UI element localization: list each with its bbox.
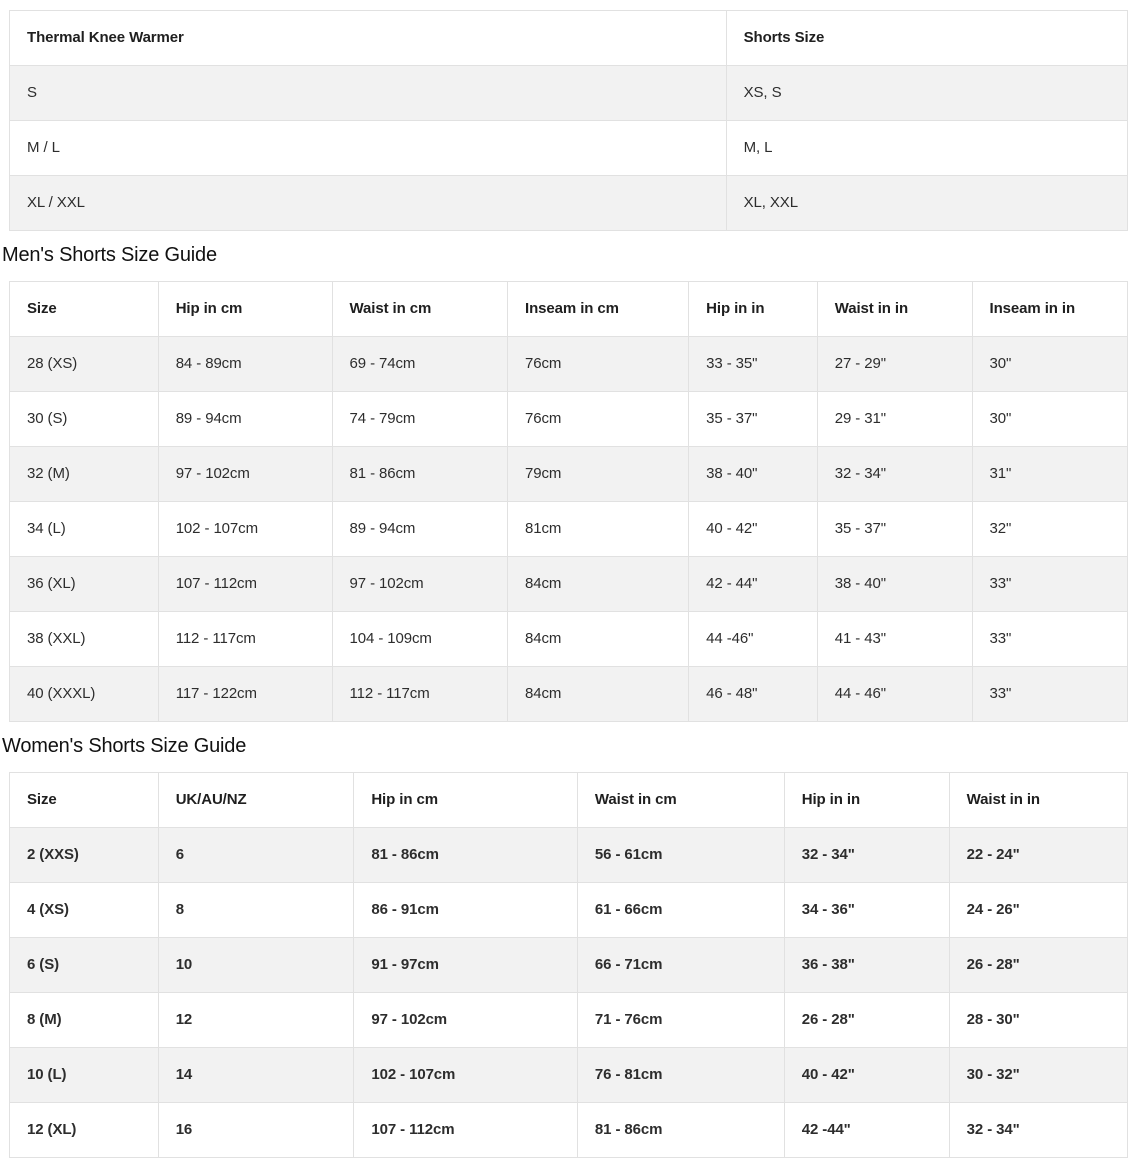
- table-cell: 33": [972, 557, 1127, 612]
- table-cell: 30": [972, 337, 1127, 392]
- column-header: Waist in in: [949, 773, 1127, 828]
- header-row: [10, 282, 1128, 337]
- column-header: Shorts Size: [726, 11, 1127, 66]
- table-cell: 38 - 40": [689, 447, 818, 502]
- header-row: [10, 773, 1128, 828]
- column-header: Thermal Knee Warmer: [10, 11, 727, 66]
- table-cell: 102 - 107cm: [158, 502, 332, 557]
- table-cell: 40 - 42": [784, 1048, 949, 1103]
- table-cell: 44 - 46": [817, 667, 972, 722]
- knee-warmer-table: [9, 10, 1128, 231]
- table-cell: 32 - 34": [784, 828, 949, 883]
- table-cell: 81 - 86cm: [354, 828, 578, 883]
- table-cell: 79cm: [508, 447, 689, 502]
- table-cell: 76cm: [508, 337, 689, 392]
- womens-size-table: [9, 772, 1128, 1158]
- table-cell: 102 - 107cm: [354, 1048, 578, 1103]
- column-header: Inseam in in: [972, 282, 1127, 337]
- column-header: Waist in in: [817, 282, 972, 337]
- column-header: Hip in in: [689, 282, 818, 337]
- table-row: [10, 1103, 1128, 1158]
- table-cell: 30 (S): [10, 392, 159, 447]
- table-cell: 34 - 36": [784, 883, 949, 938]
- table-row: [10, 938, 1128, 993]
- table-cell: 2 (XXS): [10, 828, 159, 883]
- table-cell: 26 - 28": [784, 993, 949, 1048]
- table-cell: 10 (L): [10, 1048, 159, 1103]
- table-cell: 28 (XS): [10, 337, 159, 392]
- table-cell: XL, XXL: [726, 176, 1127, 231]
- table-cell: 42 -44": [784, 1103, 949, 1158]
- header-row: [10, 11, 1128, 66]
- table-cell: 84cm: [508, 612, 689, 667]
- table-cell: S: [10, 66, 727, 121]
- table-cell: XL / XXL: [10, 176, 727, 231]
- table-row: [10, 121, 1128, 176]
- table-row: [10, 993, 1128, 1048]
- column-header: Waist in cm: [577, 773, 784, 828]
- table-cell: 42 - 44": [689, 557, 818, 612]
- table-cell: 46 - 48": [689, 667, 818, 722]
- table-row: [10, 392, 1128, 447]
- table-cell: 8 (M): [10, 993, 159, 1048]
- table-cell: 117 - 122cm: [158, 667, 332, 722]
- table-row: [10, 337, 1128, 392]
- table-cell: 31": [972, 447, 1127, 502]
- table-row: [10, 66, 1128, 121]
- table-row: [10, 447, 1128, 502]
- table-cell: 32 (M): [10, 447, 159, 502]
- table-row: [10, 612, 1128, 667]
- table-cell: 66 - 71cm: [577, 938, 784, 993]
- table-cell: 35 - 37": [817, 502, 972, 557]
- table-row: [10, 667, 1128, 722]
- table-cell: M / L: [10, 121, 727, 176]
- table-row: [10, 883, 1128, 938]
- table-cell: 97 - 102cm: [354, 993, 578, 1048]
- table-cell: 33": [972, 612, 1127, 667]
- table-cell: 76cm: [508, 392, 689, 447]
- table-cell: 97 - 102cm: [332, 557, 508, 612]
- mens-guide-title: Men's Shorts Size Guide: [2, 244, 217, 266]
- table-cell: 112 - 117cm: [332, 667, 508, 722]
- table-cell: 36 - 38": [784, 938, 949, 993]
- table-cell: XS, S: [726, 66, 1127, 121]
- column-header: Hip in cm: [158, 282, 332, 337]
- table-cell: 91 - 97cm: [354, 938, 578, 993]
- table-cell: 6 (S): [10, 938, 159, 993]
- table-cell: 27 - 29": [817, 337, 972, 392]
- column-header: UK/AU/NZ: [158, 773, 354, 828]
- table-cell: 84cm: [508, 667, 689, 722]
- table-row: [10, 557, 1128, 612]
- table-row: [10, 1048, 1128, 1103]
- column-header: Waist in cm: [332, 282, 508, 337]
- table-cell: 32 - 34": [817, 447, 972, 502]
- table-cell: 29 - 31": [817, 392, 972, 447]
- table-cell: 89 - 94cm: [332, 502, 508, 557]
- table-cell: 40 - 42": [689, 502, 818, 557]
- table-cell: 4 (XS): [10, 883, 159, 938]
- table-row: [10, 502, 1128, 557]
- column-header: Size: [10, 773, 159, 828]
- table-cell: 26 - 28": [949, 938, 1127, 993]
- womens-guide-title: Women's Shorts Size Guide: [2, 735, 247, 757]
- table-cell: 56 - 61cm: [577, 828, 784, 883]
- table-cell: 107 - 112cm: [354, 1103, 578, 1158]
- table-cell: 84cm: [508, 557, 689, 612]
- column-header: Hip in in: [784, 773, 949, 828]
- table-cell: 28 - 30": [949, 993, 1127, 1048]
- table-cell: 40 (XXXL): [10, 667, 159, 722]
- table-cell: 89 - 94cm: [158, 392, 332, 447]
- column-header: Hip in cm: [354, 773, 578, 828]
- table-cell: 61 - 66cm: [577, 883, 784, 938]
- table-cell: 32 - 34": [949, 1103, 1127, 1158]
- table-cell: 35 - 37": [689, 392, 818, 447]
- table-cell: 97 - 102cm: [158, 447, 332, 502]
- table-cell: 41 - 43": [817, 612, 972, 667]
- table-cell: 104 - 109cm: [332, 612, 508, 667]
- column-header: Size: [10, 282, 159, 337]
- table-cell: 24 - 26": [949, 883, 1127, 938]
- table-cell: 84 - 89cm: [158, 337, 332, 392]
- table-cell: 38 - 40": [817, 557, 972, 612]
- table-cell: 107 - 112cm: [158, 557, 332, 612]
- table-row: [10, 176, 1128, 231]
- table-cell: 16: [158, 1103, 354, 1158]
- table-row: [10, 828, 1128, 883]
- table-cell: 22 - 24": [949, 828, 1127, 883]
- table-cell: 33 - 35": [689, 337, 818, 392]
- table-cell: 74 - 79cm: [332, 392, 508, 447]
- table-cell: 38 (XXL): [10, 612, 159, 667]
- table-cell: 44 -46": [689, 612, 818, 667]
- table-cell: 30 - 32": [949, 1048, 1127, 1103]
- table-cell: 32": [972, 502, 1127, 557]
- table-cell: M, L: [726, 121, 1127, 176]
- table-cell: 14: [158, 1048, 354, 1103]
- mens-size-table: [9, 281, 1128, 722]
- table-cell: 8: [158, 883, 354, 938]
- table-cell: 10: [158, 938, 354, 993]
- table-cell: 112 - 117cm: [158, 612, 332, 667]
- table-cell: 36 (XL): [10, 557, 159, 612]
- column-header: Inseam in cm: [508, 282, 689, 337]
- table-cell: 81 - 86cm: [332, 447, 508, 502]
- table-cell: 86 - 91cm: [354, 883, 578, 938]
- table-cell: 34 (L): [10, 502, 159, 557]
- table-cell: 33": [972, 667, 1127, 722]
- table-cell: 71 - 76cm: [577, 993, 784, 1048]
- table-cell: 30": [972, 392, 1127, 447]
- table-cell: 12 (XL): [10, 1103, 159, 1158]
- table-cell: 12: [158, 993, 354, 1048]
- table-cell: 69 - 74cm: [332, 337, 508, 392]
- table-cell: 81cm: [508, 502, 689, 557]
- table-cell: 76 - 81cm: [577, 1048, 784, 1103]
- table-cell: 81 - 86cm: [577, 1103, 784, 1158]
- table-cell: 6: [158, 828, 354, 883]
